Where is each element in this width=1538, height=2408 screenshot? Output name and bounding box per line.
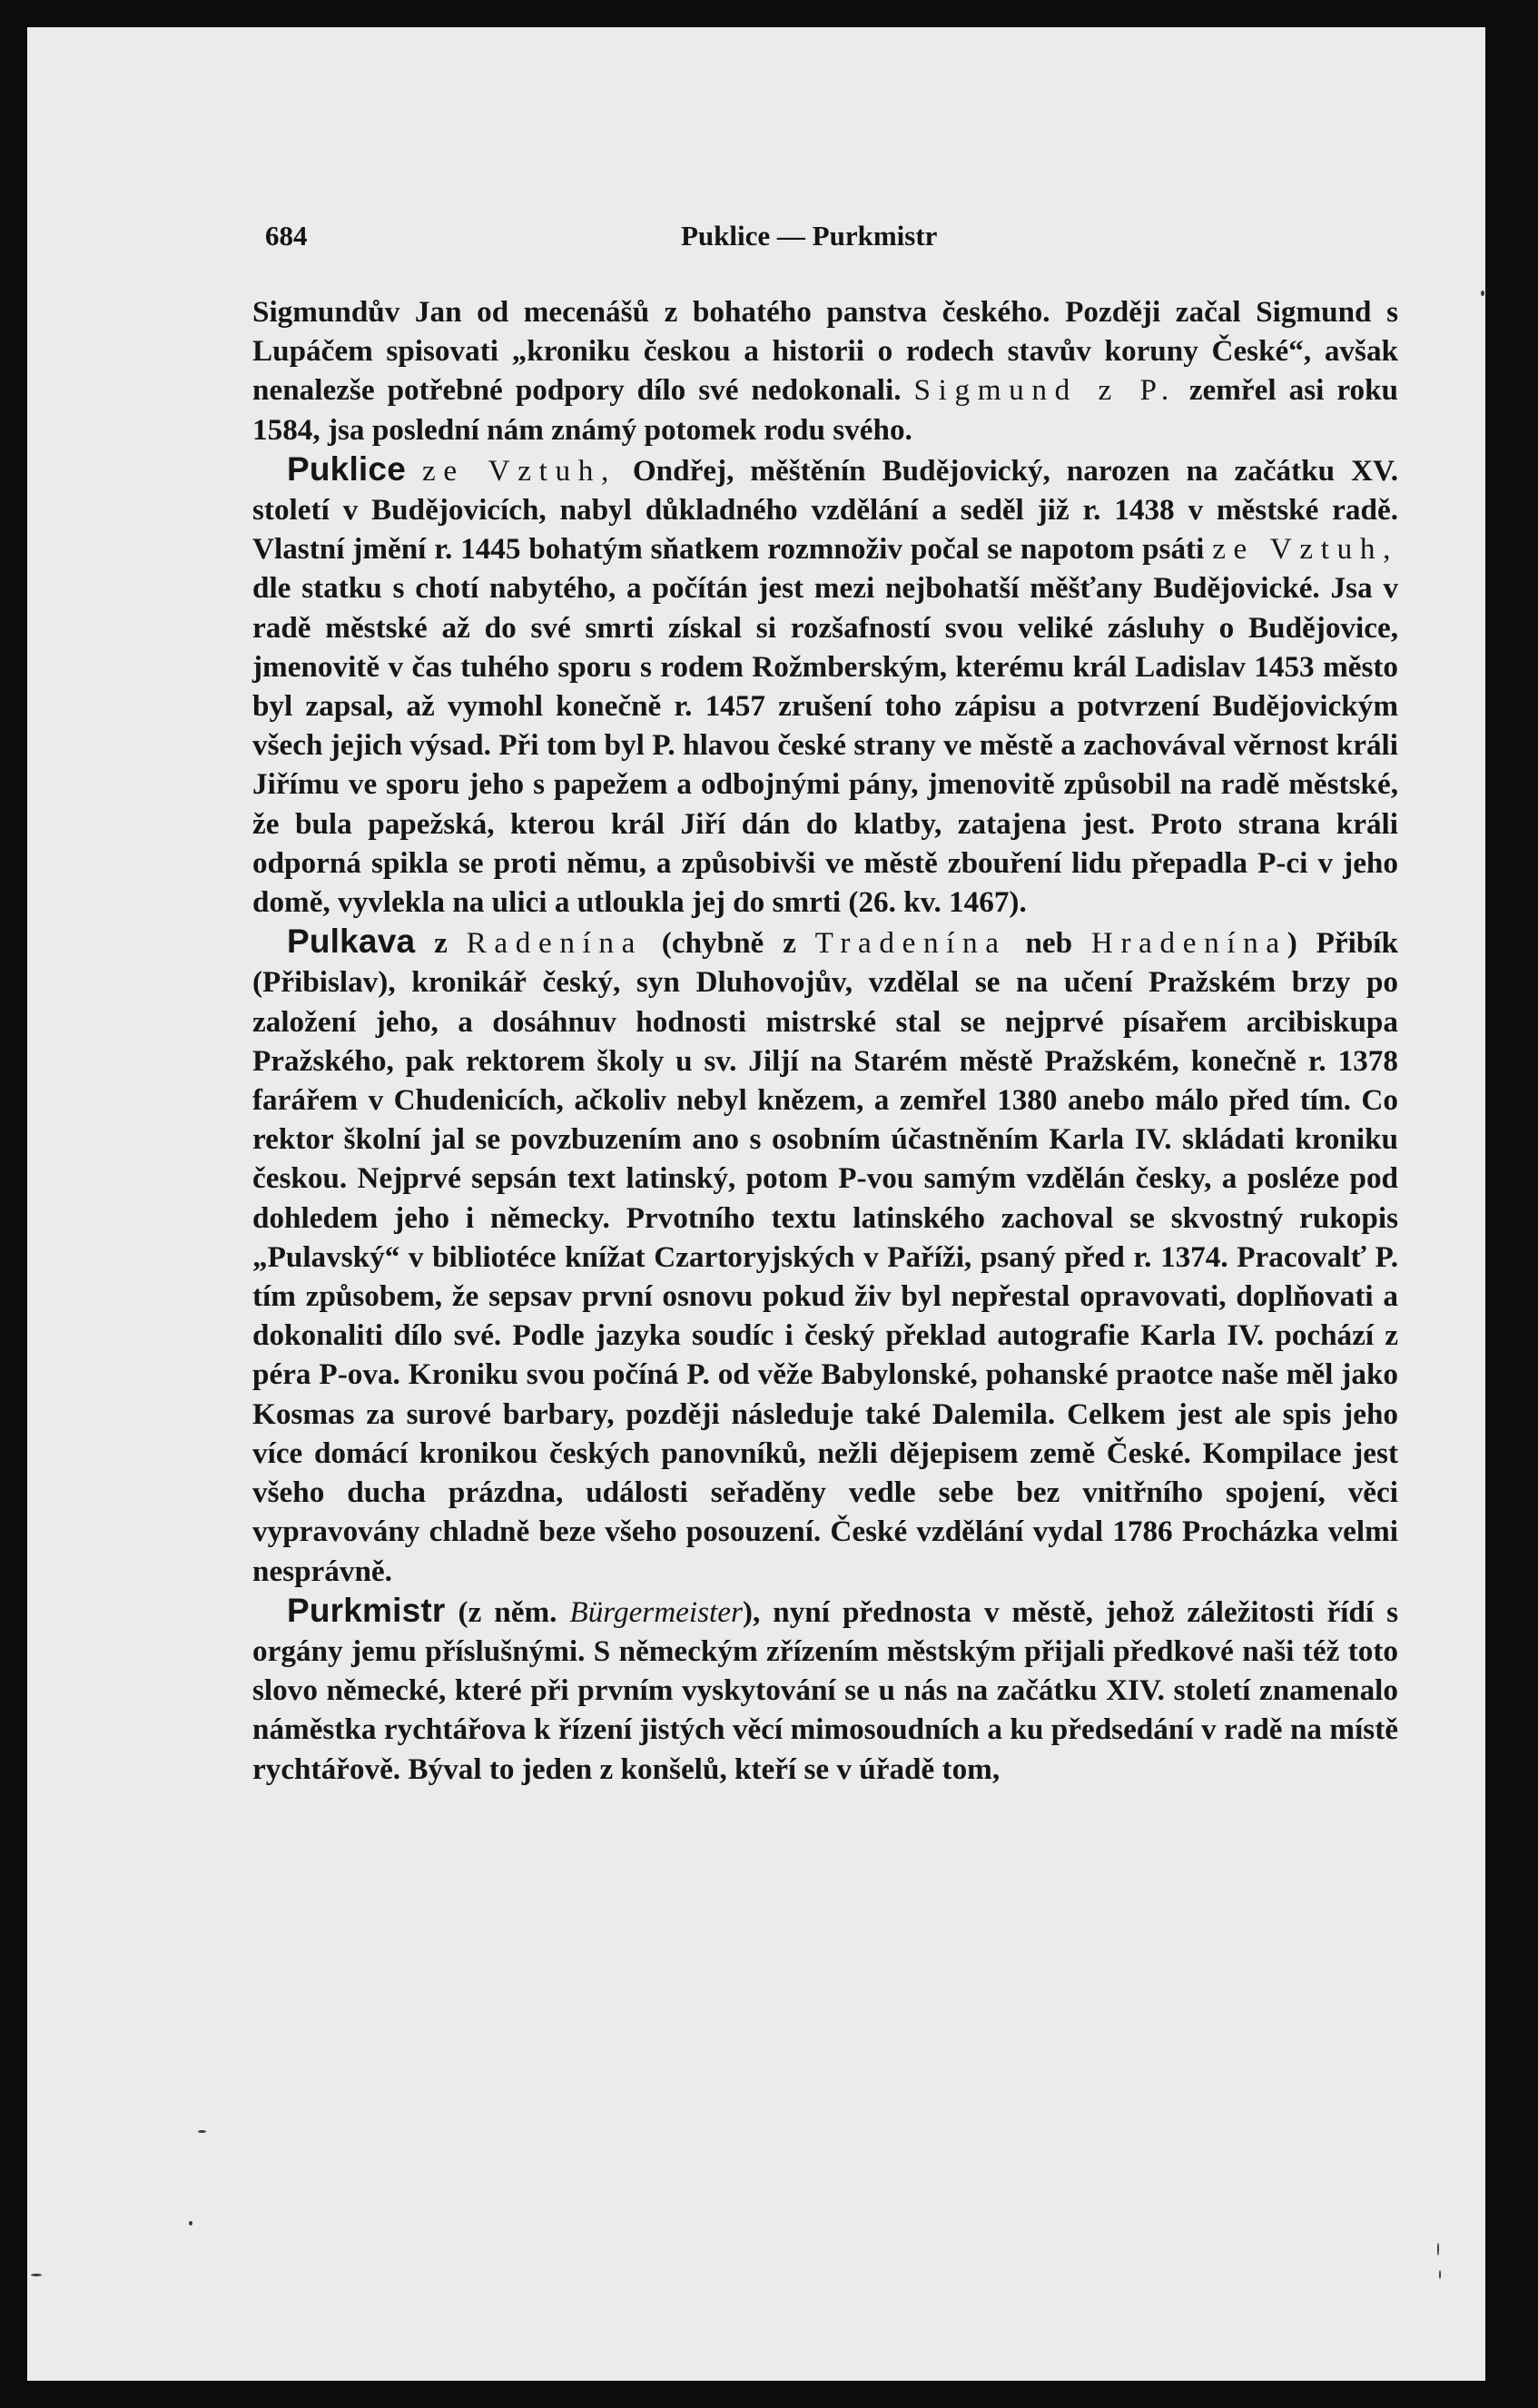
entry-text: dle statku s chotí nabytého, a počítán jest mezi nejbohatší měšťany Budějovické. Jsa v radě městské až do své smrti získal si rozšafností svou veliké zásluhy o Budějovice, jmenovitě v čas tuhého sporu s rodem Rožmberským, kterému král Ladislav 1453 město byl zapsal, až vymohl konečně r. 1457 zrušení toho zápisu a potvrzení Budějovickým všech jejich výsad. Při tom byl P. hlavou české strany ve městě a zachovával věrnost králi Jiřímu ve sporu jeho s papežem a odbojnými pány, jmenovitě způsobil na radě městské, že bula papežská, kterou král Jiří dán do klatby, zatajena jest. Proto strana králi odporná spikla se proti němu, a způsobivši ve městě zbouření lidu přepadla P-ci v jeho domě, vyvlekla na ulici a utloukla jej do smrti (26. kv. 1467). xyxy=(252,571,1398,920)
entry-text: (z něm. xyxy=(445,1594,570,1629)
headword: Puklice xyxy=(287,449,406,488)
entry-text: ), nyní přednosta v městě, jehož záležitosti řídí s orgány jemu příslušnými. S německým zřízením městským přijali předkové naši též toto slovo německé, které při prvním vyskytování se u nás na začátku XIV. století znamenalo náměstka rychtářova k řízení jistých věcí mimosoudních a ku předsedání v radě na místě rychtářově. Býval to jeden z konšelů, kteří se v úřadě tom, xyxy=(252,1594,1398,1786)
scan-speck xyxy=(189,2221,192,2225)
spaced-text: ze Vztuh, xyxy=(1212,532,1399,567)
headword: Purkmistr xyxy=(287,1591,446,1629)
entry-text: neb xyxy=(1006,926,1091,961)
intro-text-1: Sigmundův Jan od mecenášů z bohatého panstva českého. Později začal Sigmund s Lupáčem spisovati „kroniku českou a historii o rodech stavův koruny České“, avšak nenalezše potřebné podpory dílo své nedokonali. xyxy=(252,295,1398,408)
entry-text: (chybně z xyxy=(643,926,815,961)
entry-text: ) Přibík (Přibislav), kronikář český, syn Dluhovojův, vzdělal se na učení Pražském brzy po založení jeho, a dosáhnuv hodnosti mistrské stal se nejprvé písařem arcibiskupa Pražského, pak rektorem školy u sv. Jiljí na Starém městě Pražském, konečně r. 1378 farářem v Chudenicích, ačkoliv nebyl knězem, a zemřel 1380 anebo málo před tím. Co rektor školní jal se povzbuzením ano s osobním účastněním Karla IV. skládati kroniku českou. Nejprvé sepsán text latinský, potom P-vou samým vzdělán česky, a posléze pod dohledem jeho i německy. Prvotního textu latinského zachoval se skvostný rukopis „Pulavský“ v bibliotéce knížat Czartoryjských v Paříži, psaný před r. 1374. Pracovalť P. tím způsobem, že sepsav první osnovu pokud živ byl nepřestal opravovati, doplňovati a dokonaliti dílo své. Podle jazyka soudíc i český překlad autografie Karla IV. pochází z péra P-ova. Kroniku svou počíná P. od věže Babylonské, pohanské praotce naše měl jako Kosmas za surové barbary, později následuje také Dalemila. Celkem jest ale spis jeho více domácí kronikou českých panovníků, nežli dějepisem země České. Kompilace jest všeho ducha prázdna, události seřaděny vedle sebe bez vnitřního spojení, věci vypravovány chladně beze všeho posouzení. České vzdělání vydal 1786 Procházka velmi nesprávně. xyxy=(252,926,1398,1588)
scan-speck xyxy=(1439,2270,1441,2279)
scan-speck xyxy=(1481,291,1484,296)
entry-text xyxy=(406,454,422,488)
running-title: Puklice — Purkmistr xyxy=(681,220,938,252)
entry-puklice xyxy=(252,449,1398,922)
entry-purkmistr xyxy=(252,1591,1398,1789)
body-text xyxy=(252,292,1398,1789)
headword: Pulkava xyxy=(287,923,416,961)
page-number: 684 xyxy=(265,220,308,252)
spaced-text: ze Vztuh, xyxy=(421,453,616,488)
spaced-text: Tradenína xyxy=(814,926,1007,961)
page xyxy=(27,27,1485,2381)
scan-speck xyxy=(198,2130,206,2133)
spaced-text: Radenína xyxy=(466,926,643,961)
intro-paragraph xyxy=(252,292,1398,449)
entry-pulkava xyxy=(252,922,1398,1590)
intro-person-name: Sigmund z P. xyxy=(913,373,1177,408)
italic-text: Bürgermeister xyxy=(569,1594,743,1629)
spaced-text: Hradenína xyxy=(1090,926,1287,961)
entry-text: Ondřej, měštěnín Budějovický, narozen na začátku XV. století v Budějovicích, nabyl důkladného vzdělání a seděl již r. 1438 v městské radě. Vlastní jmění r. 1445 bohatým sňatkem rozmnoživ počal se napotom psáti xyxy=(252,453,1399,567)
intro-text-2: zemřel asi roku 1584, jsa poslední nám známý potomek rodu svého. xyxy=(252,373,1398,447)
scan-speck xyxy=(31,2274,42,2276)
entry-text: z xyxy=(415,926,467,961)
scan-speck xyxy=(1437,2243,1439,2255)
running-head xyxy=(254,216,1398,262)
